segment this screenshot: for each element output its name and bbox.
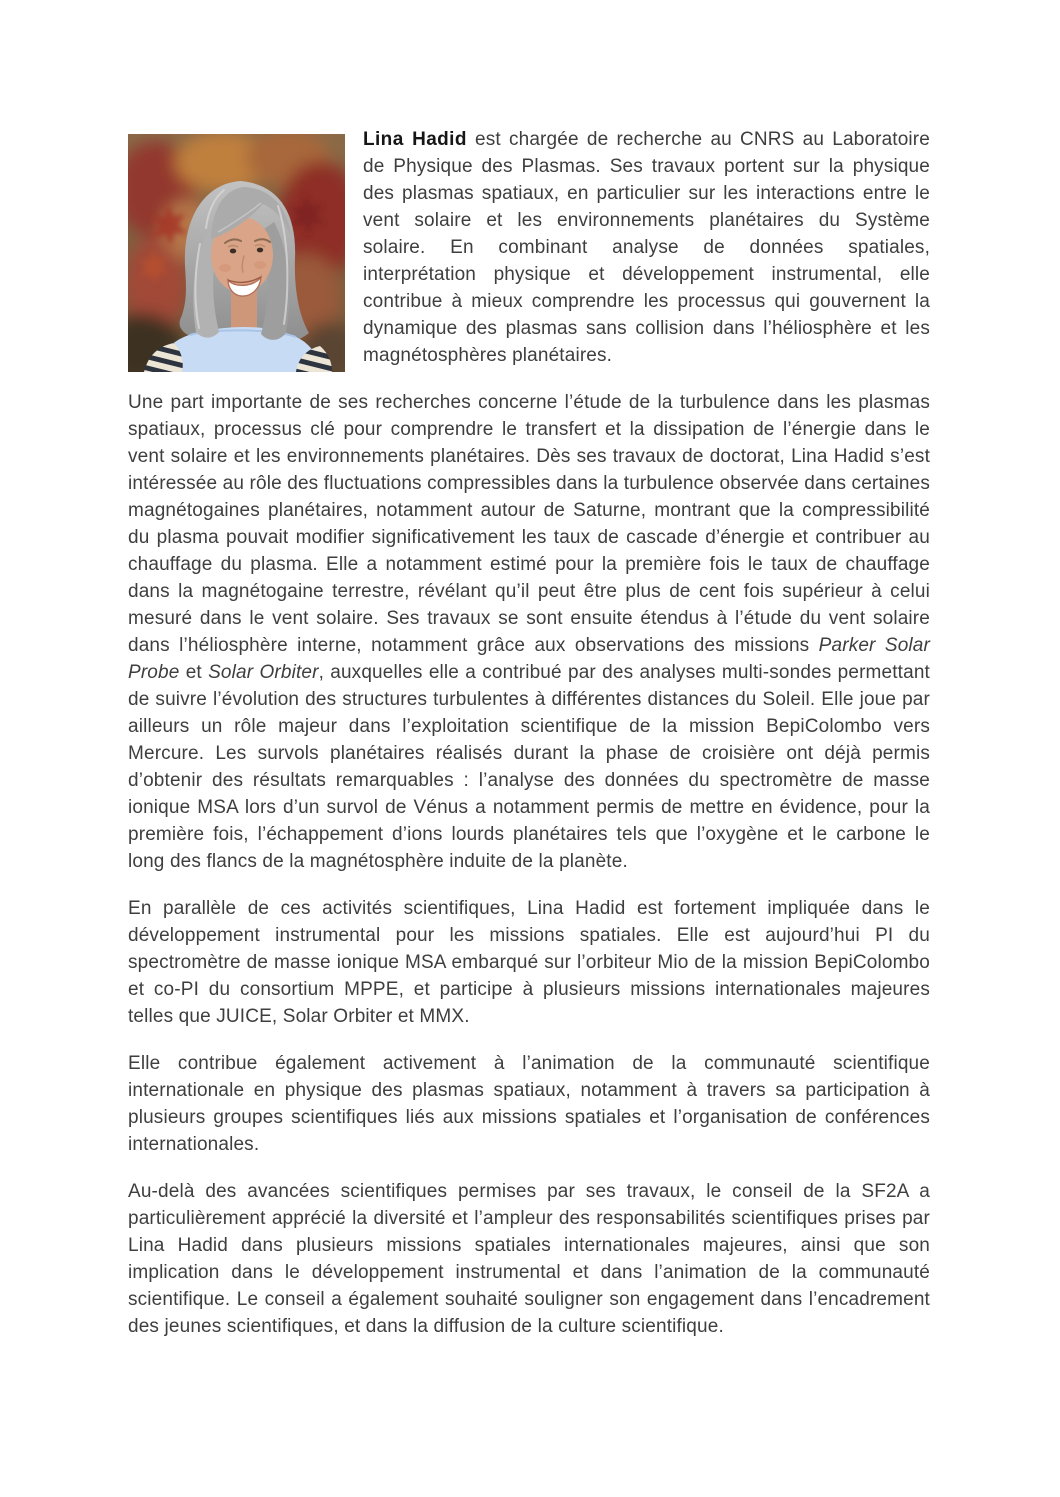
portrait-photo-illustration	[128, 134, 345, 372]
lina-hadid-portrait-photo	[128, 134, 345, 372]
paragraph-intro-text: Lina Hadid est chargée de recherche au CNRS au Laboratoire de Physique des Plasmas. Ses travaux portent sur la physique des plasmas spatiaux, en particulier sur les interactions entre le vent solaire et les environnements planétaires du Système solaire. En combinant analyse de données spatiales, interprétation physique et développement instrumental, elle contribue à mieux comprendre les processus qui gouvernent la dynamique des plasmas sans collision dans l’héliosphère et les magnétosphères planétaires.	[363, 129, 930, 366]
paragraph-intro	[128, 126, 930, 369]
paragraph-communaute: Elle contribue également activement à l’animation de la communauté scientifique internationale en physique des plasmas spatiaux, notamment à travers sa participation à plusieurs groupes scientifiques liés aux missions spatiales et l’organisation de conférences internationales.	[128, 1053, 930, 1155]
article-body	[128, 126, 930, 1340]
paragraph-recherches: Une part importante de ses recherches concerne l’étude de la turbulence dans les plasmas spatiaux, processus clé pour comprendre le transfert et la dissipation de l’énergie dans le vent solaire et les environnements planétaires. Dès ses travaux de doctorat, Lina Hadid s’est intéressée au rôle des fluctuations compressibles dans la turbulence observée dans certaines magnétogaines planétaires, notamment autour de Saturne, montrant que la compressibilité du plasma pouvait modifier significativement les taux de cascade d’énergie et contribuer au chauffage du plasma. Elle a notamment estimé pour la première fois le taux de chauffage dans la magnétogaine terrestre, révélant qu’il peut être plus de cent fois supérieur à celui mesuré dans le vent solaire. Ses travaux se sont ensuite étendus à l’étude du vent solaire dans l’héliosphère interne, notamment grâce aux observations des missions Parker Solar Probe et Solar Orbiter, auxquelles elle a contribué par des analyses multi-sondes permettant de suivre l’évolution des structures turbulentes à différentes distances du Soleil. Elle joue par ailleurs un rôle majeur dans l’exploitation scientifique de la mission BepiColombo vers Mercure. Les survols planétaires réalisés durant la phase de croisière ont déjà permis d’obtenir des résultats remarquables : l’analyse des données du spectromètre de masse ionique MSA lors d’un survol de Vénus a notamment permis de mettre en évidence, pour la première fois, l’échappement d’ions lourds planétaires tels que l’oxygène et le carbone le long des flancs de la magnétosphère induite de la planète.	[128, 392, 930, 872]
paragraph-instrumentation: En parallèle de ces activités scientifiques, Lina Hadid est fortement impliquée dans le développement instrumental pour les missions spatiales. Elle est aujourd’hui PI du spectromètre de masse ionique MSA embarqué sur l’orbiteur Mio de la mission BepiColombo et co-PI du consortium MPPE, et participe à plusieurs missions internationales majeures telles que JUICE, Solar Orbiter et MMX.	[128, 898, 930, 1027]
paragraph-conseil: Au-delà des avancées scientifiques permises par ses travaux, le conseil de la SF2A a particulièrement apprécié la diversité et l’ampleur des responsabilités scientifiques prises par Lina Hadid dans plusieurs missions spatiales internationales majeures, ainsi que son implication dans le développement instrumental et dans l’animation de la communauté scientifique. Le conseil a également souhaité souligner son engagement dans l’encadrement des jeunes scientifiques, et dans la diffusion de la culture scientifique.	[128, 1181, 930, 1337]
